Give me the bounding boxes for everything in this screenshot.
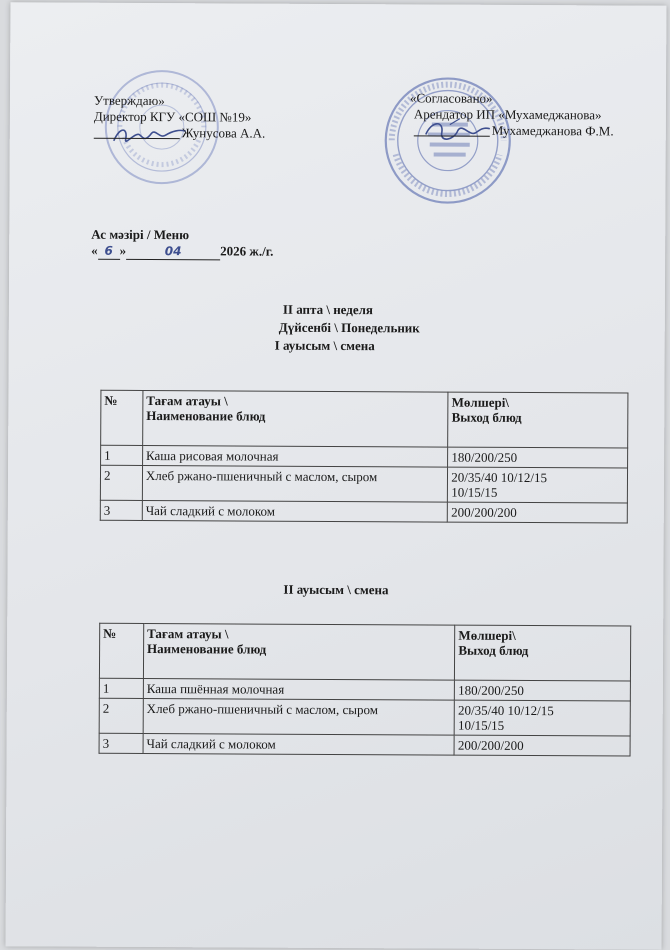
header-num: № (101, 390, 143, 445)
row-yield-line: 180/200/250 (451, 449, 518, 465)
header-dish (143, 390, 449, 447)
menu-title: Ас мәзірі / Меню (91, 226, 190, 243)
header-dish-ru: Наименование блюд (146, 641, 267, 657)
week-heading: II апта \ неделя (282, 301, 374, 318)
menu-date (91, 243, 321, 261)
table-row (101, 445, 628, 468)
row-yield-line: 10/15/15 (457, 717, 505, 733)
row-dish: Хлеб ржано-пшеничный с маслом, сыром (143, 698, 455, 735)
header-yield-kz: Мөлшері\ (451, 394, 509, 410)
date-close-quote: » (119, 242, 127, 258)
row-dish: Хлеб ржано-пшеничный с маслом, сыром (142, 465, 448, 502)
header-yield (448, 392, 628, 448)
table-row (99, 698, 630, 736)
date-open-quote: « (91, 242, 98, 258)
header-dish-ru: Наименование блюд (146, 408, 266, 424)
shift1-heading: I ауысым \ смена (274, 337, 375, 354)
header-yield (455, 625, 631, 681)
row-yield-line: 180/200/250 (458, 682, 524, 698)
date-year: 2026 ж./г. (220, 243, 274, 259)
row-yield-line: 200/200/200 (451, 504, 517, 520)
shift2-menu-table (99, 623, 632, 757)
row-yield-line: 20/35/40 10/12/15 (458, 702, 554, 719)
approve-name: Жунусова А.А. (181, 125, 266, 141)
document-page (6, 2, 667, 949)
row-dish: Каша рисовая молочная (142, 445, 447, 467)
row-yield (454, 700, 630, 736)
row-yield (448, 447, 628, 468)
row-yield (448, 502, 628, 523)
row-num: 3 (99, 733, 143, 753)
table-row (99, 678, 630, 701)
row-yield (454, 735, 630, 756)
agree-title: «Согласовано» (409, 90, 493, 106)
table-row (100, 500, 627, 523)
header-dish-kz: Тағам атауы \ (147, 626, 229, 642)
row-dish: Чай сладкий с молоком (143, 733, 454, 755)
row-yield-line: 200/200/200 (457, 737, 524, 753)
agree-name: Мухамеджанова Ф.М. (491, 122, 614, 139)
table-header-row (99, 623, 630, 681)
table-row (99, 733, 630, 756)
agree-position: Арендатор ИП «Мухамеджанова» (413, 106, 602, 123)
row-yield-line: 20/35/40 10/12/15 (451, 469, 548, 486)
shift1-menu-table (100, 390, 629, 524)
row-num: 3 (100, 500, 142, 520)
approve-title: Утверждаю» (93, 92, 165, 109)
header-dish (143, 623, 455, 680)
shift2-heading: II ауысым \ смена (283, 581, 389, 598)
table-row (100, 465, 627, 503)
date-month: 04 (126, 244, 220, 260)
header-yield-ru: Выход блюд (451, 409, 522, 425)
row-yield (448, 467, 628, 503)
table-header-row (101, 390, 628, 448)
header-yield-kz: Мөлшері\ (458, 627, 516, 643)
row-yield (455, 680, 631, 701)
approve-position: Директор КГУ «СОШ №19» (93, 108, 252, 125)
date-day: 6 (98, 244, 120, 260)
director-signature (110, 121, 190, 149)
row-yield-line: 10/15/15 (451, 484, 498, 500)
row-num: 2 (99, 698, 143, 733)
row-num: 2 (100, 465, 142, 500)
row-num: 1 (101, 445, 143, 465)
header-dish-kz: Тағам атауы \ (146, 393, 228, 409)
row-dish: Чай сладкий с молоком (142, 500, 447, 522)
row-dish: Каша пшённая молочная (143, 678, 454, 700)
header-yield-ru: Выход блюд (458, 642, 529, 659)
day-heading: Дүйсенбі \ Понедельник (278, 319, 420, 336)
header-num: № (99, 623, 143, 678)
row-num: 1 (99, 678, 143, 698)
